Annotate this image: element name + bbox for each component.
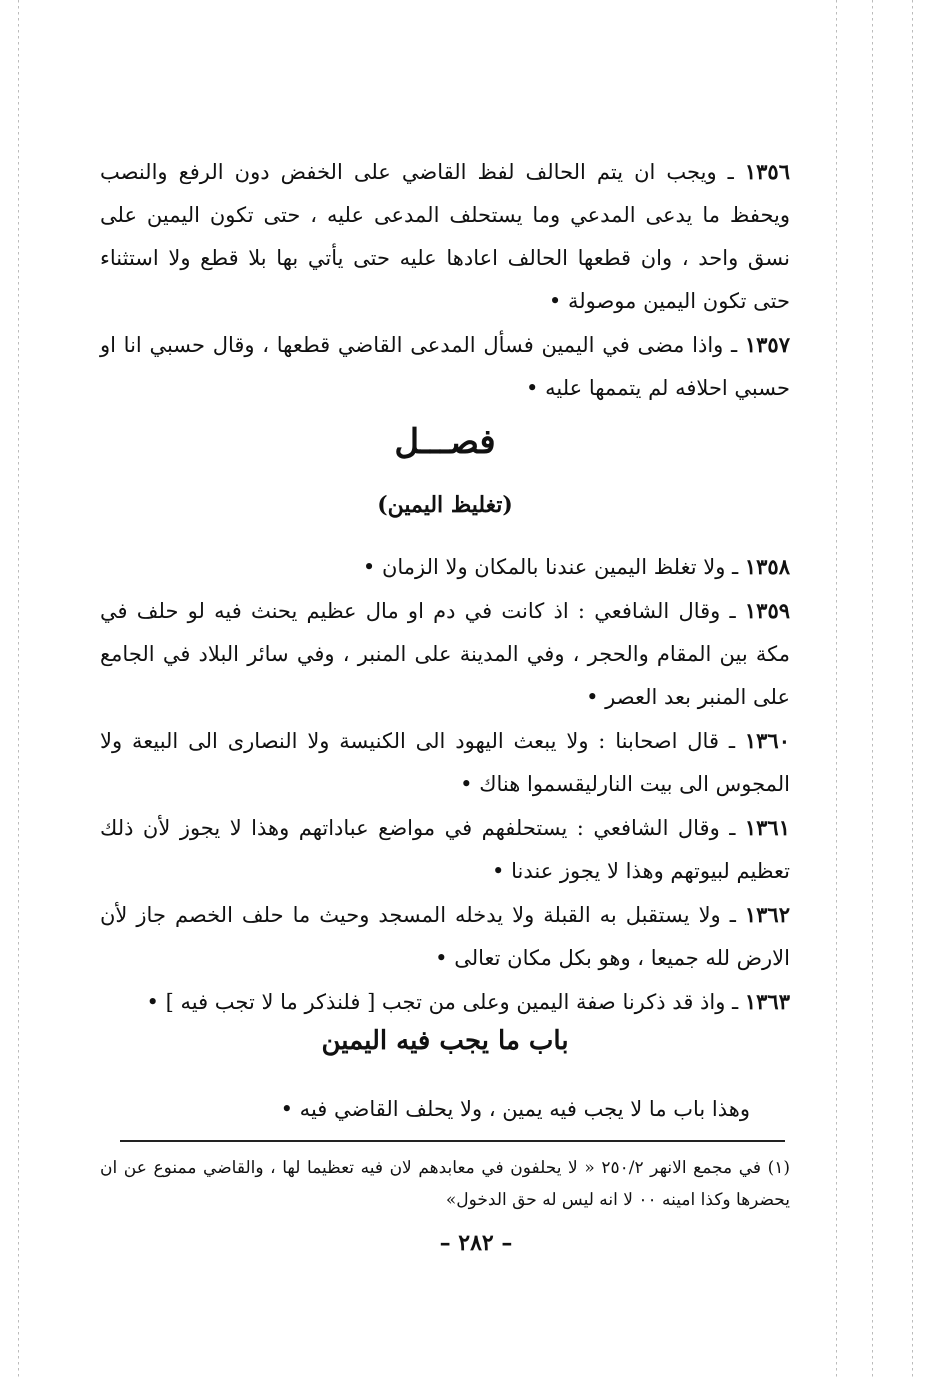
paragraph-number: ١٣٥٩ [744, 598, 791, 623]
paragraph-number: ١٣٦٢ [744, 902, 790, 927]
footnote-divider [120, 1140, 785, 1142]
paragraph-1362: ١٣٦٢ ـ ولا يستقبل به القبلة ولا يدخله المسجد وحيث ما حلف الخصم جاز لأن الارض لله جميعا ، وهو بكل مكان تعالى • [100, 902, 790, 970]
paragraph-number: ١٣٦١ [744, 815, 790, 840]
paragraph-1356: ١٣٥٦ ـ ويجب ان يتم الحالف لفظ القاضي على الخفض دون الرفع والنصب ويحفظ ما يدعى المدعي وما يستحلف المدعى عليه ، حتى تكون اليمين على نسق واحد ، وان قطعها الحالف اعادها عليه حتى يأتي بها بلا قطع ولا استثناء حتى تكون اليمين موصولة • [100, 159, 790, 313]
page-number: – ٢٨٢ – [439, 1230, 513, 1256]
paragraph-1363: ١٣٦٣ ـ واذ قد ذكرنا صفة اليمين وعلى من تجب [ فلنذكر ما لا تجب فيه ] • [146, 989, 790, 1014]
chapter-title: باب ما يجب فيه اليمين [321, 1026, 569, 1056]
section-subtitle: (تغليظ اليمين) [377, 492, 513, 518]
paragraph-text: ويجب ان يتم الحالف لفظ القاضي على الخفض دون الرفع والنصب ويحفظ ما يدعى المدعي وما يستحلف المدعى عليه ، حتى تكون اليمين على نسق واحد ، وان قطعها الحالف اعادها عليه حتى يأتي بها بلا قطع ولا استثناء حتى تكون اليمين موصولة • [100, 160, 790, 313]
paragraph-number: ١٣٥٦ [744, 159, 790, 184]
paragraph-text: واذ قد ذكرنا صفة اليمين وعلى من تجب [ فلنذكر ما لا تجب فيه ] • [146, 990, 726, 1014]
paragraph-1360: ١٣٦٠ ـ قال اصحابنا : ولا يبعث اليهود الى الكنيسة ولا النصارى الى البيعة ولا المجوس الى بيت النارليقسموا هناك • [100, 728, 790, 796]
paragraph-number: ١٣٦٣ [744, 989, 790, 1014]
footnote: (١) في مجمع الانهر ٢٥٠/٢ « لا يحلفون في معابدهم لان فيه تعظيما لها ، والقاضي ممنوع عن ان يحضرها وكذا امينه ٠٠ لا انه ليس له حق الدخول» [100, 1158, 790, 1210]
paragraph-text: ولا يستقبل به القبلة ولا يدخله المسجد وحيث ما حلف الخصم جاز لأن الارض لله جميعا ، وهو بكل مكان تعالى • [100, 903, 790, 970]
paragraph-text: وقال الشافعي : يستحلفهم في مواضع عباداتهم وهذا لا يجوز لأن ذلك تعظيم لبيوتهم وهذا لا يجوز عندنا • [100, 816, 790, 883]
paragraph-1359: ١٣٥٩ ـ وقال الشافعي : اذ كانت في دم او مال عظيم يحنث فيه لو حلف في مكة بين المقام والحجر ، وفي المدينة على المنبر ، وفي سائر البلاد في الجامع على المنبر بعد العصر • [100, 598, 791, 709]
margin-guide [836, 0, 837, 1377]
paragraph-text: ولا تغلظ اليمين عندنا بالمكان ولا الزمان • [362, 555, 726, 579]
paragraph-text: وقال الشافعي : اذ كانت في دم او مال عظيم يحنث فيه لو حلف في مكة بين المقام والحجر ، وفي المدينة على المنبر ، وفي سائر البلاد في الجامع على المنبر بعد العصر • [100, 599, 790, 709]
paragraph-1358: ١٣٥٨ ـ ولا تغلظ اليمين عندنا بالمكان ولا الزمان • [362, 554, 790, 579]
paragraph-1357: ١٣٥٧ ـ واذا مضى في اليمين فسأل المدعى القاضي قطعها ، وقال حسبي انا او حسبي احلافه لم يتممها عليه • [100, 332, 790, 400]
paragraph-number: ١٣٥٧ [744, 332, 790, 357]
chapter-intro: وهذا باب ما لا يجب فيه يمين ، ولا يحلف القاضي فيه • [280, 1097, 750, 1121]
middle-paragraphs [100, 545, 790, 1024]
margin-guide [872, 0, 873, 1377]
paragraph-text: قال اصحابنا : ولا يبعث اليهود الى الكنيسة ولا النصارى الى البيعة ولا المجوس الى بيت النارليقسموا هناك • [100, 729, 790, 796]
margin-guide [18, 0, 19, 1377]
paragraph-number: ١٣٥٨ [744, 554, 790, 579]
paragraph-1361: ١٣٦١ ـ وقال الشافعي : يستحلفهم في مواضع عباداتهم وهذا لا يجوز لأن ذلك تعظيم لبيوتهم وهذا لا يجوز عندنا • [100, 815, 790, 883]
paragraph-text: واذا مضى في اليمين فسأل المدعى القاضي قطعها ، وقال حسبي انا او حسبي احلافه لم يتممها عليه • [100, 333, 790, 400]
margin-guide [912, 0, 913, 1377]
section-title: فصـــل [394, 422, 496, 462]
top-paragraphs [100, 150, 790, 410]
paragraph-number: ١٣٦٠ [744, 728, 790, 753]
